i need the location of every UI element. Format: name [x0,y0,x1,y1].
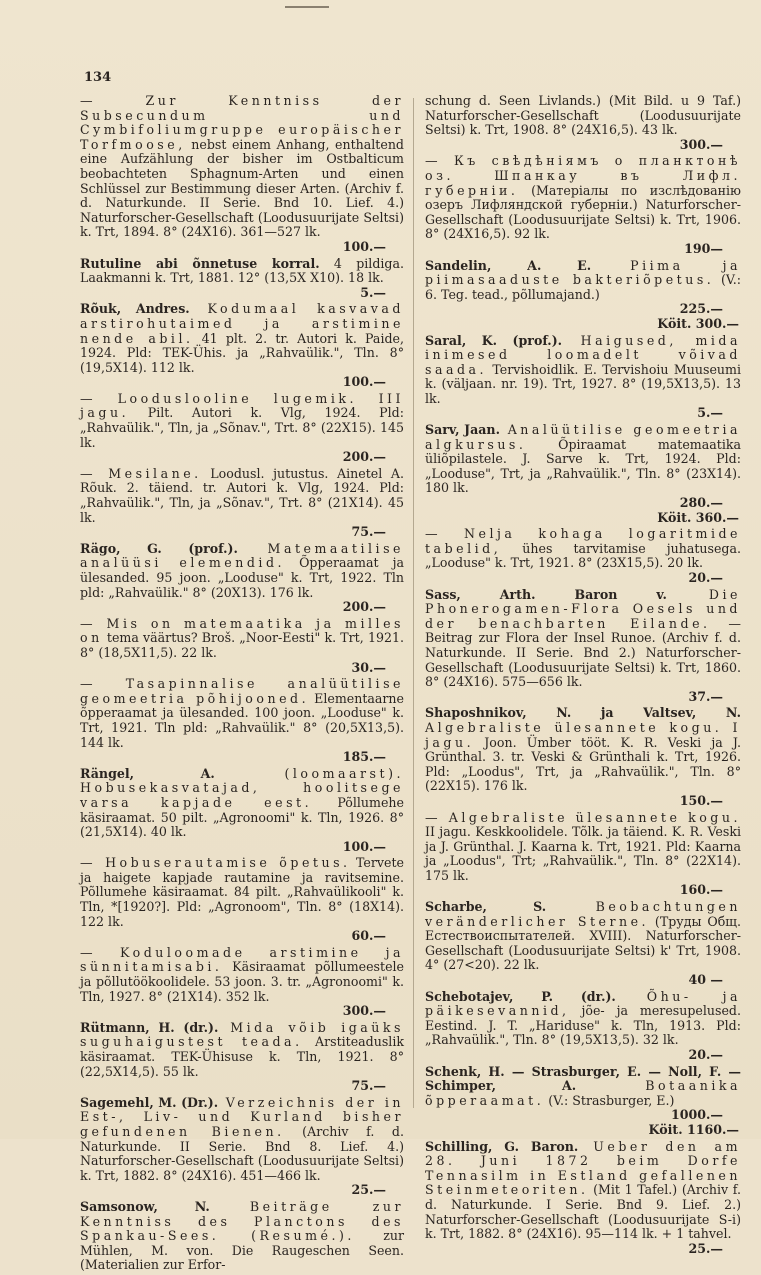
entry-title: — Mis on matemaatika ja milles on [80,615,404,646]
entry-price: 60.— [351,928,386,944]
entry-price: 20.— [688,1047,723,1062]
entry-title: Analüütilise geomeetria algkursus. [425,422,741,452]
catalog-entry [425,706,741,808]
entry-price: 190— [684,240,723,256]
catalog-entry [425,94,741,152]
entry-bound-price: Köit. 1160.— [648,1121,739,1137]
entry-price: 25.— [351,1182,386,1198]
entry-price: 200.— [342,449,386,465]
entry-title: Mida võib igaüks suguhaigustest teada. [80,1019,405,1050]
entry-price: 280.— [679,495,723,511]
catalog-entry [425,1140,741,1257]
entry-price: 100.— [342,838,386,854]
entry-price: 185.— [342,749,386,765]
entry-title: — Къ свѣдѣніямъ о планктонѣ оз. Шпанкау въ Лифл. губерніи. [425,153,741,198]
entry-title: (loomaarst). Hobusekasvatajad, hoolitsege varsa kapjade eest. [80,765,404,810]
entry-title: — Hobuserautamise õpetus. [80,855,351,871]
entry-author: Rütmann, H. (dr.). [80,1019,219,1035]
entry-title: Ueber den am 28. Juni 1872 beim Dorfe Tennasilm in Estland gefallenen Steinmeteoriten. [425,1138,742,1198]
entry-details: zur Mühlen, M. von. Die Raugeschen Seen. (Materialien zur Erfor- [80,1228,404,1273]
entry-title: Botaanika õpperaamat. [425,1078,741,1108]
entry-author: Samsonow, N. [80,1198,210,1214]
catalog-entry [425,423,741,525]
catalog-entry [425,1065,741,1138]
entry-details: Tervishoidlik. E. Tervishoiu Muuseumi k. (väljaan. nr. 19). Trt, 1927. 8° (19,5X13,5). 13 lk. [425,361,741,406]
catalog-entry [80,257,404,301]
entry-author: Schebotajev, P. (dr.). [425,988,616,1004]
entry-details: Joon. Ümber tööt. K. R. Veski ja J. Grünthal. 3. tr. Veski & Grünthali k. Trt, 1926. Pld: „Loodus", Trt, ja „Rahvaülik.", Tln. 8° (22X15). 176 lk. [425,734,741,794]
entry-author: Schilling, G. Baron. [425,1138,579,1154]
entry-price: 1000.— [670,1107,723,1123]
catalog-entry [425,811,741,899]
entry-bound-price: Köit. 360.— [657,509,739,525]
entry-price: 160.— [679,882,723,898]
entry-title: Algebraliste ülesannete kogu. I jagu. [425,719,741,750]
entry-details: Loodusl. jutustus. Ainetel A. Rõuk. 2. täiend. tr. Autori k. Vlg, 1924. Pld: „Rahvaülik.", Tln, ja „Sõnav.", Trt. 8° (21X14). 45 lk. [80,465,404,525]
entry-title: Beiträge zur Kenntniss des Planctons des Spankau-Sees. (Resumé.). [80,1198,404,1244]
entry-price: 150.— [679,792,723,808]
entry-details: Tervete ja haigete kapjade rautamine ja ravitsemine. Põllumehe käsiraamat. 84 pilt. „Rahvaülikooli" k. Tln, *[1920?]. Pld: „Agronoom", Tln. 8° (18X14). 122 lk. [80,855,404,929]
entry-price: 25.— [688,1240,723,1256]
entry-author: Schenk, H. — Strasburger, E. — Noll, F. — Schimper, A. [425,1063,741,1094]
entry-title: — Nelja kohaga logaritmide tabelid, [425,526,741,556]
entry-author: Saral, K. (prof.). [425,332,563,348]
entry-details: — Beitrag zur Flora der Insel Runoe. (Archiv f. d. Naturkunde. II Serie. Bnd 2.) Naturforscher-Gesellschaft (Loodusuurijate Seltsi) k. Trt, 1860. 8° (24X16). 575—656 lk. [425,615,741,690]
entry-price: 300.— [679,136,723,152]
entry-details: (Труды Общ. Естествоиспытателей. XVIII). Naturforscher-Gesellschaft (Loodusuurijate Seltsi) k' Trt, 1908. 4° (27<20). 22 lk. [425,913,741,973]
catalog-entry [425,990,741,1063]
entry-title: Piima ja piimasaaduste bakteriõpetus. [425,257,741,288]
entry-author: Rõuk, Andres. [80,301,190,317]
catalog-entry [80,392,404,465]
entry-details: Pilt. Autori k. Vlg, 1924. Pld: „Rahvaülik.", Tln, ja „Sõnav.", Trt. 8° (22X15). 145 lk. [80,405,404,450]
entry-price: 5.— [360,284,386,300]
entry-details: jõe- ja meresupelused. Eestind. J. T. „Hariduse" k. Tln, 1913. Pld: „Rahvaülik.", Tln. 8° (19,5X13,5). 32 lk. [425,1003,741,1048]
entry-details: (Матеріалы по изслѣдованію озеръ Лифляндской губерніи.) Naturforscher-Gesellschaft (Loodusuurijate Seltsi) k. Trt, 1906. 8° (24X16,5). 92 lk. [425,182,741,242]
entry-title: Verzeichnis der in Est-, Liv- und Kurland bisher gefundenen Bienen. [80,1094,404,1139]
entry-author: Sass, Arth. Baron v. [425,586,667,602]
entry-details: (V.: Strasburger, E.) [544,1092,675,1108]
entry-details: Käsiraamat põllumeestele ja põllutöökoolidele. 53 joon. 3. tr. „Agronoomi" k. Tln, 1927. 8° (21X14). 352 lk. [80,959,404,1004]
column-divider [413,98,414,1108]
entry-author: Rängel, A. [80,765,215,781]
entry-title: — Algebraliste ülesannete kogu. [425,809,741,825]
entry-price: 75.— [351,1078,386,1094]
top-rule [285,6,329,8]
entry-author: Sagemehl, M. (Dr.). [80,1094,219,1110]
catalog-entry [80,542,404,615]
entry-title: — Looduslooline lugemik. III jagu. [80,390,404,421]
page-number: 134 [84,70,112,85]
catalog-entry [425,900,741,988]
entry-details: 41 plt. 2. tr. Autori k. Paide, 1924. Pld: TEK-Ühis. ja „Rahvaülik.", Tln. 8° (19,5X14). 112 lk. [80,330,404,375]
entry-price: 100.— [342,374,386,390]
entry-author: Shaposhnikov, N. ja Valtsev, N. [425,705,741,721]
entry-title: Õhu- ja päikesevannid, [425,988,741,1019]
entry-price: 30.— [351,659,386,675]
catalog-entry [425,259,741,332]
entry-title: — Koduloomade arstimine ja sünnitamisabi. [80,944,404,975]
catalog-entry [80,302,404,390]
catalog-entry [80,677,404,765]
entry-author: Sandelin, A. E. [425,257,592,273]
catalog-entry [80,617,404,675]
catalog-entry [425,334,741,422]
catalog-entry [80,767,404,855]
catalog-entry [80,856,404,944]
entry-title: — Mesilane. [80,465,202,481]
catalog-entry [425,154,741,256]
catalog-entry [80,946,404,1019]
entry-price: 20.— [688,570,723,585]
entry-price: 75.— [351,524,386,540]
entry-details: Põllumehe käsiraamat. 50 pilt. „Agronoomi" k. Tln, 1926. 8° (21,5X14). 40 lk. [80,794,404,840]
entry-title: Die Phonerogamen-Flora Oesels und der benachbarten Eilande. [425,586,741,631]
catalog-entry [80,467,404,540]
entry-details: Elementaarne õpperaamat ja ülesanded. 100 joon. „Looduse" k. Trt, 1921. Tln pld: „Rahvaülik." 8° (20,5X13,5). 144 lk. [80,690,404,750]
entry-details: (V.: 6. Teg. tead., põllumajand.) [425,272,742,302]
entry-price: 40 — [688,972,723,988]
catalog-entry [425,588,741,705]
entry-author: Rutuline abi õnnetuse korral. [80,255,320,271]
right-column [425,94,741,1258]
entry-details: 4 pildiga. Laakmanni k. Trt, 1881. 12° (13,5X X10). 18 lk. [80,255,404,286]
entry-title: Matemaatilise analüüsi elemendid. [80,540,404,571]
entry-details: (Mit 1 Tafel.) (Archiv f. d. Naturkunde. I Serie. Bnd 9. Lief. 2.) Naturforscher-Gesellschaft (Loodusuurijate S-i) k. Trt, 1882. 8° (24X16). 95—114 lk. + 1 tahvel. [425,1182,741,1242]
catalog-entry [80,1096,404,1198]
entry-details: schung d. Seen Livlands.) (Mit Bild. u 9 Taf.) Naturforscher-Gesellschaft (Loodusuurijate Seltsi) k. Trt, 1908. 8° (24X16,5). 43 lk. [425,93,741,138]
entry-price: 225.— [679,301,723,317]
entry-details: ühes tarvitamise juhatusega. „Looduse" k. Trt, 1921. 8° (23X15,5). 20 lk. [425,540,741,571]
entry-title: — Zur Kenntniss der Subsecundum und Cymbifoliumgruppe europäischer Torfmoose, [80,93,404,152]
entry-price: 300.— [342,1003,386,1019]
entry-bound-price: Köit. 300.— [657,315,739,331]
entry-details: nebst einem Anhang, enthaltend eine Aufzählung der bisher im Ostbalticum beobachteten Sphagnum-Arten und einen Schlüssel zur Bestimmung dieser Arten. (Archiv f. d. Naturkunde. II Serie. Bnd 10. Lief. 4.) Naturforscher-Gesellschaft (Loodusuurijate Seltsi) k. Trt, 1894. 8° (24X16). 361—527 lk. [80,136,404,240]
entry-details: Õpiraamat matemaatika üliõpilastele. J. Sarve k. Trt, 1924. Pld: „Looduse", Trt, ja „Rahvaülik.", Tln. 8° (23X14). 180 lk. [425,436,741,496]
entry-details: Õpperaamat ja ülesanded. 95 joon. „Looduse" k. Trt, 1922. Tln pld: „Rahvaülik." 8° (20X13). 176 lk. [80,555,405,600]
entry-price: 100.— [342,238,386,254]
entry-title: Beobachtungen veränderlicher Sterne. [425,899,741,929]
entry-price: 5.— [697,405,723,421]
left-column [80,94,404,1275]
catalog-entry [80,1021,404,1094]
entry-price: 37.— [688,688,723,704]
entry-author: Rägo, G. (prof.). [80,540,238,556]
entry-price: 200.— [342,599,386,615]
entry-details: II jagu. Keskkoolidele. Tõlk. ja täiend. K. R. Veski ja J. Grünthal. J. Kaarna k. Trt, 1921. Pld: Kaarna ja „Loodus", Trt; „Rahvaülik.", Tln. 8° (22X14). 175 lk. [425,824,741,883]
entry-details: (Archiv f. d. Naturkunde. II Serie. Bnd 8. Lief. 4.) Naturforscher-Gesellschaft (Loodusuurijate Seltsi) k. Trt, 1882. 8° (24X16). 451—466 lk. [80,1123,404,1183]
catalog-entry [80,94,404,255]
entry-author: Sarv, Jaan. [425,422,500,438]
entry-details: tema väärtus? Broš. „Noor-Eesti" k. Trt, 1921. 8° (18,5X11,5). 22 lk. [80,630,404,660]
entry-details: Arstiteaduslik käsiraamat. TEK-Ühisuse k. Tln, 1921. 8° (22,5X14,5). 55 lk. [80,1034,404,1079]
catalog-entry [425,527,741,585]
entry-author: Scharbe, S. [425,899,547,915]
entry-title: Kodumaal kasvavad arstirohutaimed ja arstimine nende abil. [80,301,404,346]
catalog-entry [80,1200,404,1273]
entry-title: Haigused, mida inimesed loomadelt võivad saada. [425,332,741,377]
entry-title: — Tasapinnalise analüütilise geomeetria põhijooned. [80,676,404,706]
